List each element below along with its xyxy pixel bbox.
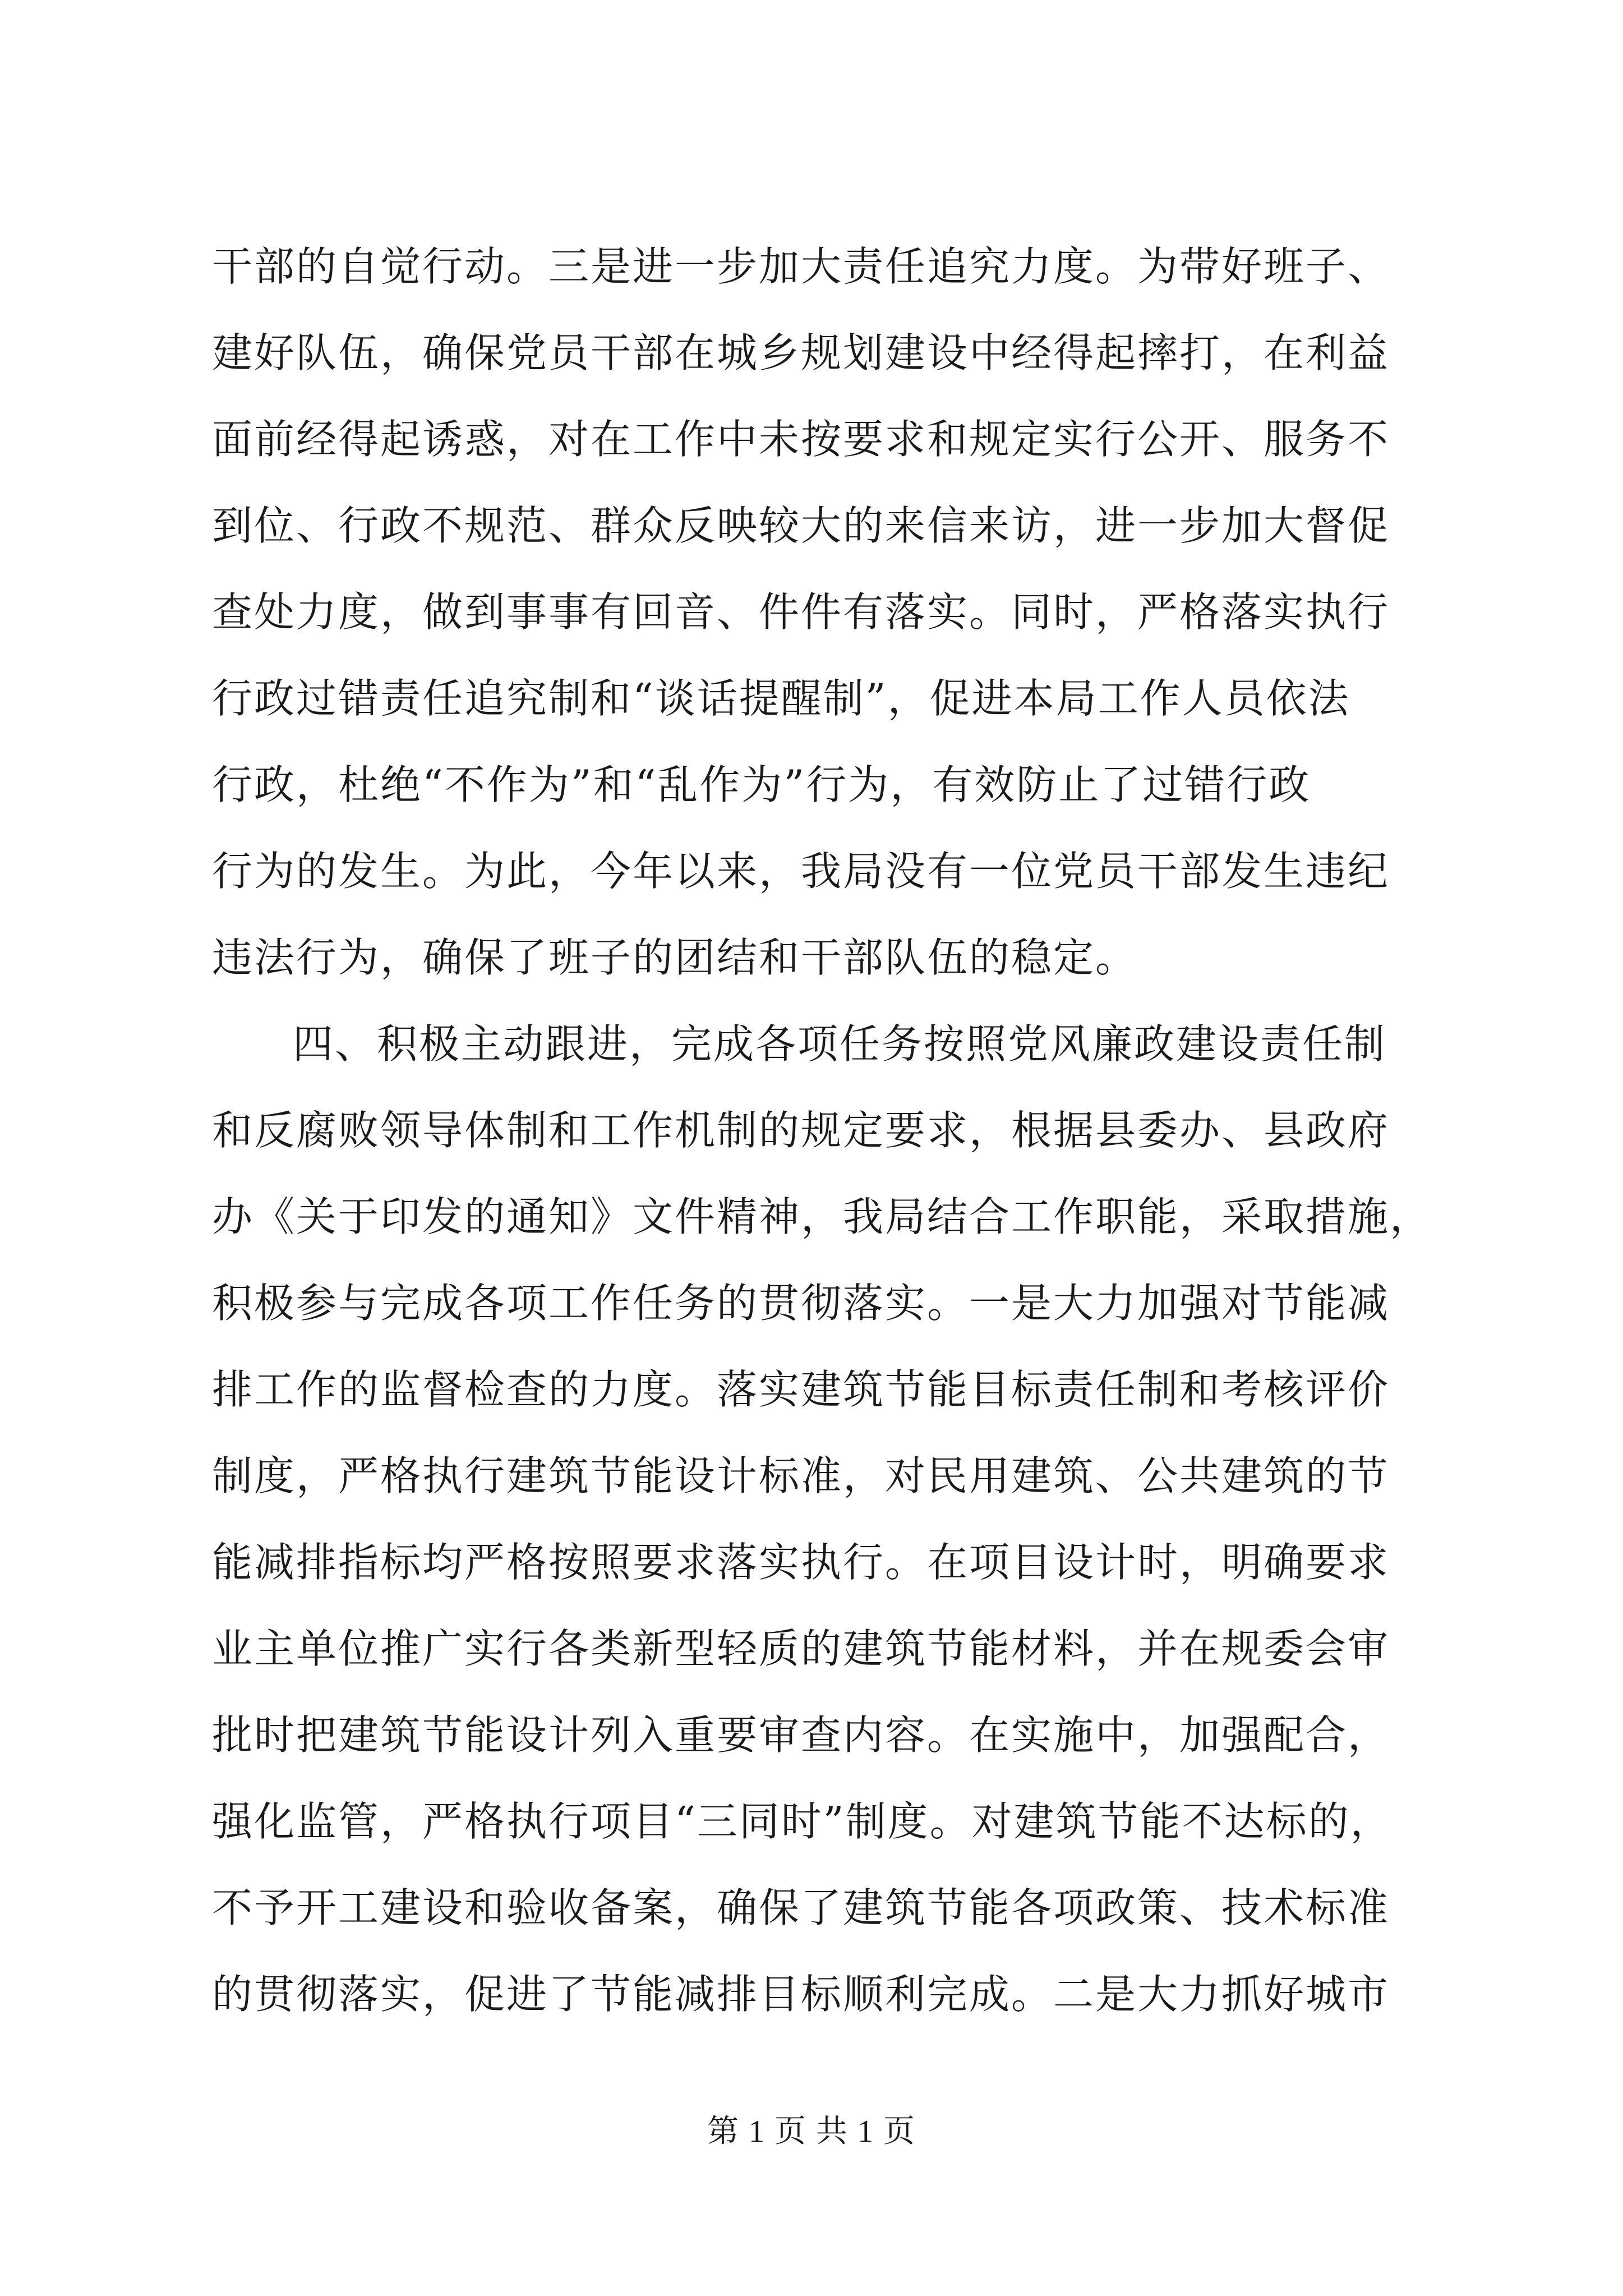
document-body bbox=[212, 223, 1432, 2037]
text-line: 积极参与完成各项工作任务的贯彻落实。一是大力加强对节能减 bbox=[212, 1280, 1390, 1327]
text-line: 干部的自觉行动。三是进一步加大责任追究力度。为带好班子、 bbox=[212, 243, 1390, 290]
text-line: 的贯彻落实，促进了节能减排目标顺利完成。二是大力抓好城市 bbox=[212, 1971, 1390, 2018]
text-line: 行政，杜绝“不作为”和“乱作为”行为，有效防止了过错行政 bbox=[212, 761, 1311, 808]
page-number: 第 1 页 共 1 页 bbox=[707, 2114, 916, 2149]
text-line: 业主单位推广实行各类新型轻质的建筑节能材料，并在规委会审 bbox=[212, 1625, 1390, 1672]
text-line: 强化监管，严格执行项目“三同时”制度。对建筑节能不达标的， bbox=[212, 1798, 1393, 1845]
section-heading-line: 四、积极主动跟进，完成各项任务按照党风廉政建设责任制 bbox=[293, 1020, 1387, 1068]
text-line: 查处力度，做到事事有回音、件件有落实。同时，严格落实执行 bbox=[212, 588, 1390, 636]
text-line: 和反腐败领导体制和工作机制的规定要求，根据县委办、县政府 bbox=[212, 1107, 1390, 1154]
text-line: 排工作的监督检查的力度。落实建筑节能目标责任制和考核评价 bbox=[212, 1366, 1390, 1413]
text-line: 行政过错责任追究制和“谈话提醒制”，促进本局工作人员依法 bbox=[212, 675, 1350, 722]
page-footer bbox=[0, 2106, 1623, 2151]
text-line: 批时把建筑节能设计列入重要审查内容。在实施中，加强配合， bbox=[212, 1711, 1390, 1759]
text-line: 到位、行政不规范、群众反映较大的来信来访，进一步加大督促 bbox=[212, 502, 1390, 549]
text-line: 违法行为，确保了班子的团结和干部队伍的稳定。 bbox=[212, 934, 1138, 981]
text-line: 能减排指标均严格按照要求落实执行。在项目设计时，明确要求 bbox=[212, 1539, 1390, 1586]
text-line: 不予开工建设和验收备案，确保了建筑节能各项政策、技术标准 bbox=[212, 1884, 1390, 1931]
text-line: 面前经得起诱惑，对在工作中未按要求和规定实行公开、服务不 bbox=[212, 416, 1390, 463]
text-line: 建好队伍，确保党员干部在城乡规划建设中经得起摔打，在利益 bbox=[212, 329, 1390, 376]
text-line: 行为的发生。为此，今年以来，我局没有一位党员干部发生违纪 bbox=[212, 848, 1390, 895]
text-line: 办《关于印发的通知》文件精神，我局结合工作职能，采取措施， bbox=[212, 1193, 1432, 1240]
text-line: 制度，严格执行建筑节能设计标准，对民用建筑、公共建筑的节 bbox=[212, 1452, 1390, 1499]
